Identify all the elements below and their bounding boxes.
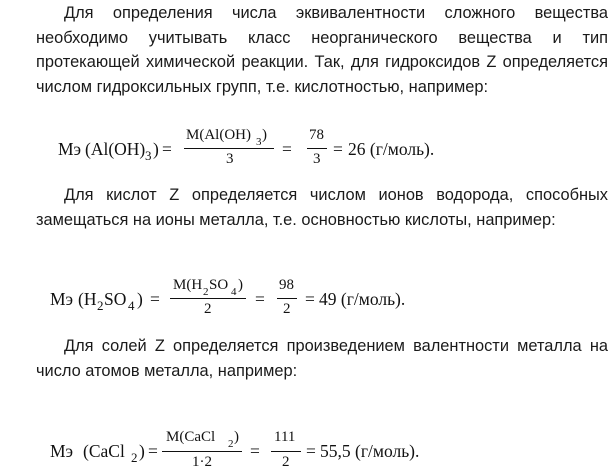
formula-lhs-subscript: 2	[97, 298, 104, 313]
fraction-denominator: 2	[282, 454, 290, 470]
fraction-bar	[162, 451, 242, 452]
fraction-denominator: 3	[226, 151, 234, 167]
fraction-numerator-subscript: 3	[256, 136, 262, 148]
paragraph-text: Для солей Z определяется произведением валентности металла на число атомов металла, например:	[36, 337, 608, 380]
formula-result: 26 (г/моль).	[348, 139, 435, 159]
formula-equals: =	[282, 139, 292, 159]
paragraph-text: Для кислот Z определяется числом ионов водорода, способных замещаться на ионы металла, т.е. основностью кислоты, например:	[36, 186, 608, 229]
formula-equals: =	[250, 441, 260, 461]
formula-lhs-close: )	[139, 441, 145, 461]
formula-lhs-subscript: 3	[145, 148, 152, 163]
formula-equals: =	[255, 289, 265, 309]
fraction-denominator: 1·2	[192, 454, 212, 470]
fraction-denominator: 3	[313, 151, 321, 167]
fraction-numerator-subscript: 2	[228, 438, 234, 450]
formula-result: 55,5 (г/моль).	[320, 441, 420, 461]
fraction-denominator: 2	[283, 301, 291, 317]
formula-lhs-symbol: Mэ	[50, 441, 74, 461]
formula-lhs-symbol: Mэ	[50, 289, 74, 309]
formula-lhs-close: )	[153, 139, 159, 159]
formula-equals: =	[305, 289, 315, 309]
formula-equals: =	[148, 441, 158, 461]
fraction-numerator-close: )	[262, 127, 267, 143]
fraction-numerator-close: )	[234, 429, 239, 445]
formula-lhs-close: )	[137, 289, 143, 309]
fraction-numerator: M(H	[173, 277, 203, 293]
formula-equals: =	[333, 139, 343, 159]
formula-lhs-argument: (Al(OH)	[85, 139, 146, 159]
fraction-bar	[271, 451, 301, 452]
formula-lhs-subscript: 4	[128, 298, 135, 313]
formula-equals: =	[150, 289, 160, 309]
fraction-numerator: 111	[274, 429, 296, 445]
formula-lhs-subscript: 2	[131, 450, 138, 465]
fraction-numerator: M(CaCl	[166, 429, 216, 445]
paragraph-text: Для определения числа эквивалентности сложного вещества необходимо учитывать класс неорганического вещества и тип протекающей химической реакции. Так, для гидроксидов Z определяется числом гидроксильных групп, т.е. кислотностью, например:	[36, 4, 608, 96]
formula-equals: =	[162, 139, 172, 159]
fraction-numerator-subscript: 2	[203, 286, 209, 298]
fraction-numerator-close: )	[238, 277, 243, 293]
formula-lhs-symbol: Mэ	[58, 139, 82, 159]
formula-lhs-argument: (H	[78, 289, 97, 309]
fraction-numerator: M(Al(OH)	[186, 127, 251, 143]
fraction-numerator: 98	[279, 277, 294, 293]
fraction-numerator-mid: SO	[209, 277, 229, 293]
formula-result: 49 (г/моль).	[319, 289, 406, 309]
fraction-numerator: 78	[309, 127, 324, 143]
formula-equals: =	[306, 441, 316, 461]
formula-lhs-mid: SO	[104, 289, 127, 309]
fraction-numerator-subscript: 4	[231, 286, 237, 298]
formula-lhs-argument: (CaCl	[83, 441, 125, 461]
fraction-denominator: 2	[204, 301, 212, 317]
